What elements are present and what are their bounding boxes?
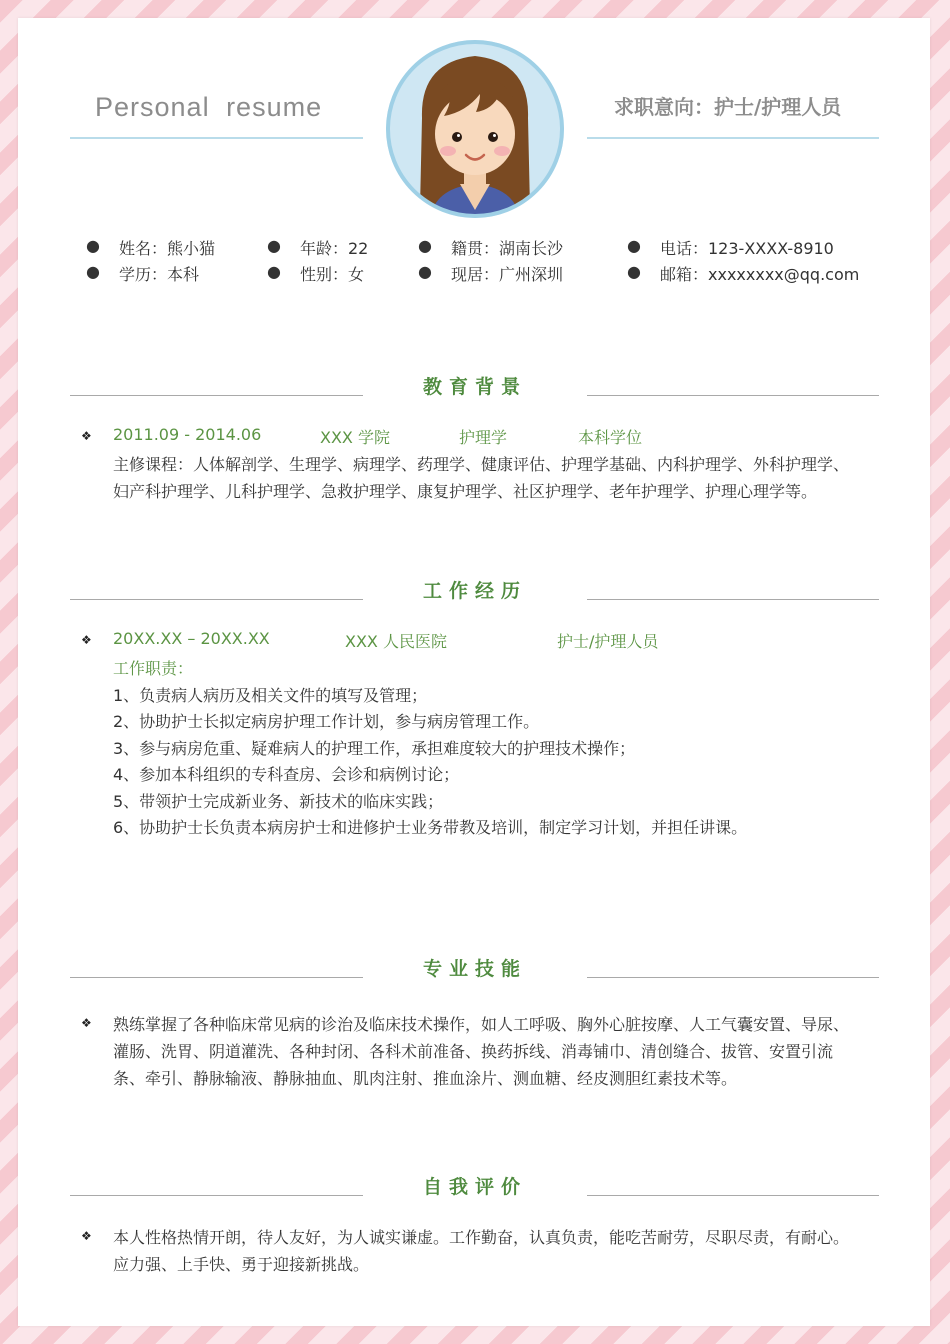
bullet-icon: ● bbox=[86, 236, 100, 255]
diamond-bullet-icon: ❖ bbox=[81, 633, 92, 647]
skills-text: 灌肠、洗胃、阴道灌洗、各种封闭、各科术前准备、换药拆线、消毒铺巾、清创缝合、拔管、安置引流 bbox=[113, 1042, 834, 1061]
bullet-icon: ● bbox=[627, 262, 641, 281]
work-duty-item: 3、参与病房危重、疑难病人的护理工作，承担难度较大的护理技术操作； bbox=[113, 739, 636, 758]
self-evaluation-text: 应力强、上手快、勇于迎接新挑战。 bbox=[113, 1255, 370, 1274]
skills-text: 熟练掌握了各种临床常见病的诊治及临床技术操作，如人工呼吸、胸外心脏按摩、人工气囊安置、导尿、 bbox=[113, 1015, 850, 1034]
bullet-icon: ● bbox=[86, 262, 100, 281]
diamond-bullet-icon: ❖ bbox=[81, 1016, 92, 1030]
section-title-self-evaluation: 自我评价 bbox=[422, 1176, 527, 1198]
section-divider bbox=[70, 395, 363, 396]
bullet-icon: ● bbox=[267, 262, 281, 281]
education-period: 2011.09 - 2014.06 bbox=[113, 425, 262, 444]
section-title-work: 工作经历 bbox=[422, 580, 527, 602]
work-duties-label: 工作职责： bbox=[113, 659, 194, 678]
bullet-icon: ● bbox=[418, 236, 432, 255]
header-left-line bbox=[70, 137, 363, 139]
section-divider bbox=[70, 599, 363, 600]
section-title-education: 教育背景 bbox=[422, 376, 527, 398]
skills-text: 条、牵引、静脉输液、静脉抽血、肌肉注射、推血涂片、测血糖、经皮测胆红素技术等。 bbox=[113, 1069, 738, 1088]
work-duty-item: 6、协助护士长负责本病房护士和进修护士业务带教及培训，制定学习计划，并担任讲课。 bbox=[113, 818, 748, 837]
job-intention: 求职意向：护士/护理人员 bbox=[614, 95, 842, 119]
education-courses: 主修课程：人体解剖学、生理学、病理学、药理学、健康评估、护理学基础、内科护理学、外科护理学、 bbox=[113, 455, 850, 474]
avatar-illustration bbox=[384, 38, 566, 220]
bullet-icon: ● bbox=[267, 236, 281, 255]
work-duty-item: 4、参加本科组织的专科查房、会诊和病例讨论； bbox=[113, 765, 460, 784]
education-school: XXX 学院 bbox=[320, 428, 390, 447]
work-duty-item: 1、负责病人病历及相关文件的填写及管理； bbox=[113, 686, 428, 705]
header-right-line bbox=[587, 137, 879, 139]
section-title-skills: 专业技能 bbox=[422, 958, 527, 980]
work-duty-item: 5、带领护士完成新业务、新技术的临床实践； bbox=[113, 792, 444, 811]
education-major: 护理学 bbox=[459, 428, 508, 447]
education-courses: 妇产科护理学、儿科护理学、急救护理学、康复护理学、社区护理学、老年护理学、护理心理学等。 bbox=[113, 482, 818, 501]
education-degree: 本科学位 bbox=[578, 428, 643, 447]
resume-title: Personal resume bbox=[95, 92, 323, 122]
section-divider bbox=[587, 599, 879, 600]
section-divider bbox=[70, 977, 363, 978]
section-divider bbox=[587, 977, 879, 978]
work-position: 护士/护理人员 bbox=[557, 632, 659, 651]
work-company: XXX 人民医院 bbox=[345, 632, 447, 651]
section-divider bbox=[587, 395, 879, 396]
section-divider bbox=[70, 1195, 363, 1196]
work-period: 20XX.XX – 20XX.XX bbox=[113, 629, 270, 648]
work-duty-item: 2、协助护士长拟定病房护理工作计划，参与病房管理工作。 bbox=[113, 712, 540, 731]
bullet-icon: ● bbox=[627, 236, 641, 255]
self-evaluation-text: 本人性格热情开朗，待人友好，为人诚实谦虚。工作勤奋，认真负责，能吃苦耐劳，尽职尽责，有耐心。 bbox=[113, 1228, 850, 1247]
section-divider bbox=[587, 1195, 879, 1196]
bullet-icon: ● bbox=[418, 262, 432, 281]
diamond-bullet-icon: ❖ bbox=[81, 1229, 92, 1243]
diamond-bullet-icon: ❖ bbox=[81, 429, 92, 443]
